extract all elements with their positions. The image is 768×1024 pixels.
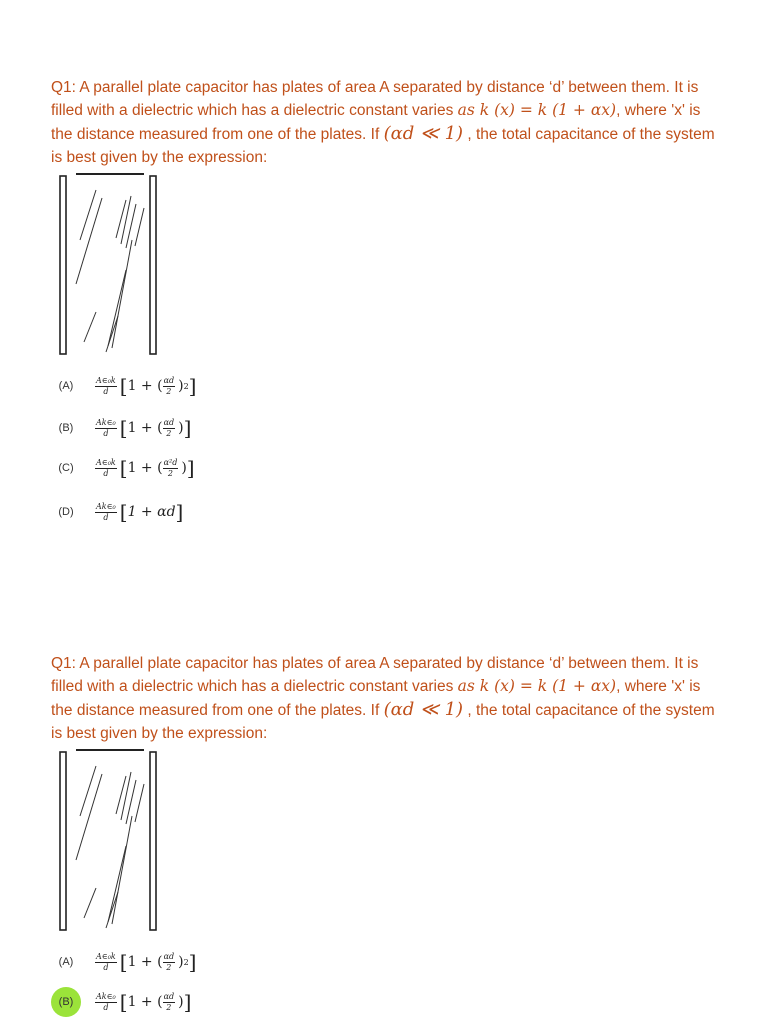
fraction-denominator: d	[103, 512, 109, 522]
option-label: (A)	[58, 380, 74, 392]
question-text	[51, 652, 726, 745]
option-expression: $\frac{\text{A∈₀k}}{d}$ [ 1 + ( $\frac{\alpha d}{2}$ ) 2 ]	[96, 374, 197, 398]
inner-numerator: αd	[163, 951, 175, 961]
expression-inner: 1 + (	[127, 420, 163, 436]
inner-denominator: 2	[166, 962, 172, 972]
option-expression: $\frac{\text{Ak∈₀}}{d}$ [ 1 + ( $\frac{\alpha d}{2}$ ) ]	[96, 990, 192, 1014]
fraction-numerator: Ak∈₀	[96, 501, 116, 511]
fraction-denominator: d	[103, 468, 109, 478]
question-text-part: , the total capacitance of the system is best given by the expression:	[51, 702, 715, 742]
inner-numerator: αd	[163, 417, 175, 427]
inner-numerator: α²d	[163, 457, 178, 467]
option-b[interactable]	[51, 411, 351, 445]
option-a[interactable]	[51, 369, 351, 403]
expression-close: )	[178, 994, 184, 1010]
question-text-part: , where 'x' is the distance measured from one of the plates. If	[51, 102, 701, 143]
inner-denominator: 2	[166, 1002, 172, 1012]
inner-denominator: 2	[166, 428, 172, 438]
option-label-selected: (B)	[51, 987, 81, 1017]
capacitor-diagram	[58, 748, 162, 934]
expression-close: )	[178, 378, 184, 394]
fraction-numerator: Ak∈₀	[96, 417, 116, 427]
fraction-denominator: d	[103, 386, 109, 396]
capacitor-diagram	[58, 172, 162, 358]
inner-numerator: αd	[163, 375, 175, 385]
question-text-part: Q1: A parallel plate capacitor has plates of area A separated by distance ‘d’ between them. It is filled with a dielectric which has a dielectric constant varies	[51, 655, 699, 695]
option-label: (A)	[58, 956, 74, 968]
fraction-numerator: A∈₀k	[96, 375, 116, 385]
expression-power: 2	[183, 381, 189, 391]
question-text-part: Q1: A parallel plate capacitor has plates of area A separated by distance ‘d’ between them. It is filled with a dielectric which has a dielectric constant varies	[51, 79, 699, 119]
option-expression: $\frac{\text{Ak∈₀}}{d}$ [ 1 + ( $\frac{\alpha d}{2}$ ) ]	[96, 416, 192, 440]
inner-numerator: αd	[163, 991, 175, 1001]
expression-inner: 1 + αd	[127, 504, 176, 520]
expression-close: )	[181, 460, 187, 476]
expression-close: )	[178, 954, 184, 970]
question-text-part: , where 'x' is the distance measured from one of the plates. If	[51, 678, 701, 719]
expression-power: 2	[183, 957, 189, 967]
option-b[interactable]	[51, 985, 351, 1019]
option-expression: $\frac{\text{A∈₀k}}{d}$ [ 1 + ( $\frac{\text{α²d}}{2}$ ) ]	[96, 456, 195, 480]
fraction-denominator: d	[103, 962, 109, 972]
fraction-numerator: A∈₀k	[96, 457, 116, 467]
fraction-numerator: A∈₀k	[96, 951, 116, 961]
inner-denominator: 2	[166, 386, 172, 396]
question-math-k: as k (x) = k (1 + αx)	[457, 677, 617, 695]
fraction-numerator: Ak∈₀	[96, 991, 116, 1001]
option-expression: $\frac{\text{Ak∈₀}}{d}$ [ 1 + αd ]	[96, 500, 184, 524]
option-c[interactable]	[51, 451, 351, 485]
fraction-denominator: d	[103, 428, 109, 438]
option-label: (B)	[58, 422, 74, 434]
question-math-condition: (αd ≪ 1)	[383, 699, 464, 720]
expression-inner: 1 + (	[127, 954, 163, 970]
option-expression: $\frac{\text{A∈₀k}}{d}$ [ 1 + ( $\frac{\alpha d}{2}$ ) 2 ]	[96, 950, 197, 974]
expression-inner: 1 + (	[127, 460, 163, 476]
expression-inner: 1 + (	[127, 994, 163, 1010]
option-a[interactable]	[51, 945, 351, 979]
question-math-k: as k (x) = k (1 + αx)	[457, 101, 617, 119]
question-math-condition: (αd ≪ 1)	[383, 123, 464, 144]
question-text	[51, 76, 726, 169]
option-label: (D)	[58, 506, 74, 518]
inner-denominator: 2	[167, 468, 173, 478]
expression-inner: 1 + (	[127, 378, 163, 394]
question-text-part: , the total capacitance of the system is best given by the expression:	[51, 126, 715, 166]
expression-close: )	[178, 420, 184, 436]
fraction-denominator: d	[103, 1002, 109, 1012]
option-label: (C)	[58, 462, 74, 474]
option-d[interactable]	[51, 495, 351, 529]
